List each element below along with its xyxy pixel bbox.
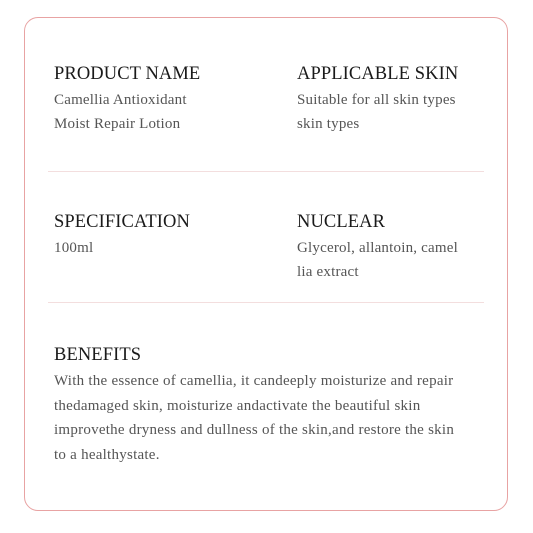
product-name-line: Camellia Antioxidant <box>54 92 187 108</box>
benefits-line: thedamaged skin, moisturize andactivate the beautiful skin <box>54 397 421 414</box>
product-name-value <box>54 88 187 136</box>
applicable-skin-heading: APPLICABLE SKIN <box>297 64 459 84</box>
divider <box>48 171 484 172</box>
benefits-line: improvethe dryness and dullness of the skin,and restore the skin <box>54 422 455 438</box>
specification-value <box>54 236 93 260</box>
nuclear-line: Glycerol, allantoin, camel <box>297 240 458 256</box>
nuclear-value <box>297 236 458 284</box>
benefits-heading: BENEFITS <box>54 345 142 365</box>
specification-heading: SPECIFICATION <box>54 212 190 232</box>
nuclear-heading: NUCLEAR <box>297 212 386 232</box>
benefits-line: With the essence of camellia, it candeeply moisturize and repair <box>54 373 454 389</box>
specification-line: 100ml <box>54 240 94 256</box>
benefits-line: to a healthystate. <box>54 446 160 463</box>
benefits-text <box>54 369 494 467</box>
product-name-heading: PRODUCT NAME <box>54 64 201 84</box>
applicable-skin-line: Suitable for all skin types <box>297 92 456 108</box>
nuclear-line: lia extract <box>297 264 359 280</box>
product-name-line: Moist Repair Lotion <box>54 116 181 132</box>
divider <box>48 302 484 303</box>
applicable-skin-value <box>297 88 456 136</box>
applicable-skin-line: skin types <box>297 116 360 132</box>
